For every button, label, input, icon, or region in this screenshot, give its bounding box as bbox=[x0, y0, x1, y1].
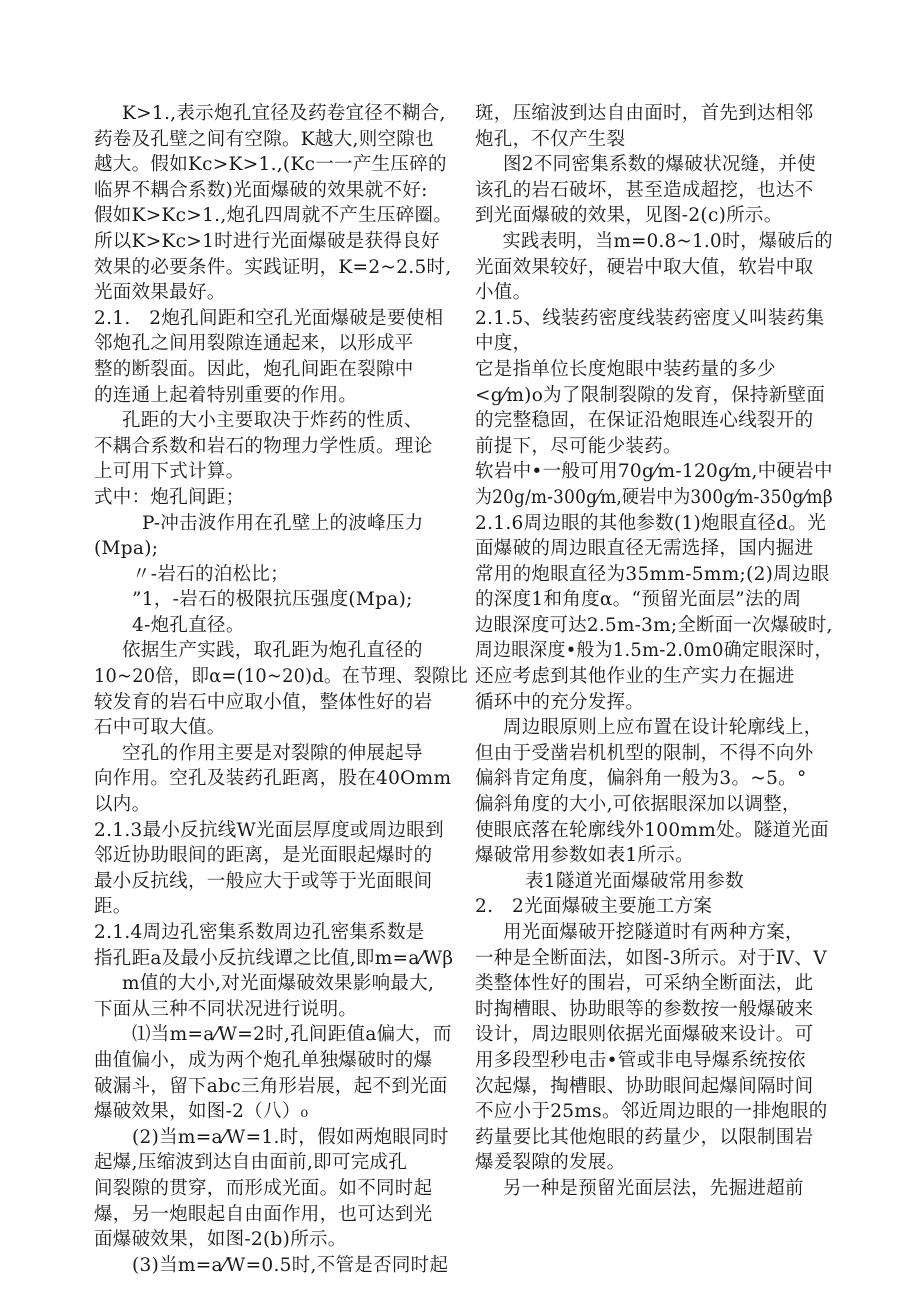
text-line: 周边眼深度•般为1.5m-2.0m0确定眼深时， bbox=[475, 640, 833, 662]
text-line: 距。 bbox=[94, 896, 132, 918]
text-line: 还应考虑到其他作业的生产实力在掘进 bbox=[475, 666, 795, 688]
text-line: 所以K>Kc>1时进行光面爆破是获得良好 bbox=[94, 230, 440, 252]
text-line: 的连通上起着特别重要的作用。 bbox=[94, 384, 358, 406]
text-line: 它是指单位长度炮眼中装药量的多少 bbox=[475, 358, 776, 380]
text-line: (3)当m=a⁄W=0.5时,不管是否同时起 bbox=[132, 1254, 449, 1276]
text-line: 爆，另一炮眼起自由面作用，也可达到光 bbox=[94, 1203, 433, 1225]
text-line: 类整体性好的围岩，可采纳全断面法，此 bbox=[475, 973, 814, 995]
text-line: 次起爆，掏槽眼、协助眼间起爆间隔时间 bbox=[475, 1075, 814, 1097]
text-line: 式中：炮孔间距； bbox=[94, 486, 245, 508]
text-line: 药卷及孔壁之间有空隙。K越大,则空隙也 bbox=[94, 128, 434, 150]
text-line: 曲值偏小，成为两个炮孔单独爆破时的爆 bbox=[94, 1049, 433, 1071]
text-line: 越大。假如Kc>K>1.,(Kc一一产生压碎的 bbox=[94, 154, 447, 176]
text-line: 不耦合系数和岩石的物理力学性质。理论 bbox=[94, 435, 433, 457]
left-text-column bbox=[94, 101, 468, 1278]
text-line: (2)当m=a⁄W=1.时，假如两炮眼同时 bbox=[132, 1126, 449, 1148]
text-line: 小值。 bbox=[475, 282, 532, 304]
text-line: 到光面爆破的效果，见图-2(c)所示。 bbox=[475, 205, 783, 227]
text-line: 光面效果最好。 bbox=[94, 282, 226, 304]
text-line: 实践表明，当m=0.8~1.0时，爆破后的 bbox=[502, 230, 833, 252]
text-line: 为20g/m-300g⁄m,硬岩中为300g⁄m-350g⁄mβ bbox=[475, 486, 833, 508]
text-line: 的深度1和角度α。“预留光面层”法的周 bbox=[475, 589, 802, 611]
text-line: m值的大小,对光面爆破效果影响最大, bbox=[122, 973, 435, 995]
text-line: 该孔的岩石破坏，甚至造成超挖，也达不 bbox=[475, 179, 814, 201]
text-line: 石中可取大值。 bbox=[94, 717, 226, 739]
text-line: 间裂隙的贯穿，而形成光面。如不同时起 bbox=[94, 1177, 433, 1199]
text-line: 图2不同密集系数的爆破状况缝，并使 bbox=[503, 154, 816, 176]
text-line: 2. 2光面爆破主要施工方案 bbox=[475, 896, 713, 918]
text-line: ⑴当m=a⁄W=2时,孔间距值a偏大，而 bbox=[132, 1024, 452, 1046]
text-line: 光面效果较好，硬岩中取大值，软岩中取 bbox=[475, 256, 814, 278]
text-line: 常用的炮眼直径为35mm-5mm;(2)周边眼 bbox=[475, 563, 830, 585]
text-line: 最小反抗线，一般应大于或等于光面眼间 bbox=[94, 870, 433, 892]
text-line: 药量要比其他炮眼的药量少，以限制围岩 bbox=[475, 1126, 814, 1148]
text-line: 表1隧道光面爆破常用参数 bbox=[525, 870, 744, 892]
text-line: 但由于受凿岩机机型的限制，不得不向外 bbox=[475, 742, 814, 764]
text-line: <g⁄m)o为了限制裂隙的发育，保持新壁面 bbox=[475, 384, 826, 406]
text-line: 炮孔，不仅产生裂 bbox=[475, 128, 626, 150]
text-line: 不应小于25ms。邻近周边眼的一排炮眼的 bbox=[475, 1101, 828, 1123]
text-line: K>1.,表示炮孔宜径及药卷宜径不糊合, bbox=[122, 103, 446, 124]
text-line: 的完整稳固，在保证沿炮眼连心线裂开的 bbox=[475, 410, 814, 432]
text-line: 效果的必要条件。实践证明，K=2~2.5时, bbox=[94, 256, 452, 278]
text-line: ”1，-岩石的极限抗压强度(Mpa); bbox=[132, 589, 413, 611]
text-line: 偏斜角度的大小,可依据眼深加以调整， bbox=[475, 794, 801, 816]
text-line: (Mpa); bbox=[94, 538, 159, 560]
text-line: 〃-岩石的泊松比； bbox=[132, 563, 289, 585]
text-line: 较发育的岩石中应取小值，整体性好的岩 bbox=[94, 691, 433, 713]
text-line: 临界不耦合系数)光面爆破的效果就不好: bbox=[94, 179, 428, 201]
text-line: 另一种是预留光面层法，先掘进超前 bbox=[503, 1177, 804, 1199]
text-line: 使眼底落在轮廓线外100mm处。隧道光面 bbox=[475, 819, 829, 841]
text-line: 10~20倍，即α=(10~20)d。在节理、裂隙比 bbox=[94, 666, 468, 688]
text-line: 以内。 bbox=[94, 794, 151, 816]
text-line: 下面从三种不同状况进行说明。 bbox=[94, 998, 358, 1020]
text-line: 爆破效果，如图-2（八）₀ bbox=[94, 1101, 309, 1123]
text-line: 偏斜肯定角度，偏斜角一般为3。~5。° bbox=[475, 768, 807, 790]
text-line: 前提下，尽可能少装药。 bbox=[475, 435, 682, 457]
text-line: 邻炮孔之间用裂隙连通起来，以形成平 bbox=[94, 333, 414, 355]
text-line: P-冲击波作用在孔壁上的波峰压力 bbox=[142, 512, 424, 534]
text-line: 用多段型秒电击•管或非电导爆系统按依 bbox=[475, 1049, 806, 1071]
text-line: 爆破常用参数如表1所示。 bbox=[475, 845, 694, 867]
text-line: 整的断裂面。因此，炮孔间距在裂隙中 bbox=[94, 358, 414, 380]
text-line: 2.1.4周边孔密集系数周边孔密集系数是 bbox=[94, 922, 425, 943]
text-line: 2.1.3最小反抗线W光面层厚度或周边眼到 bbox=[94, 819, 444, 841]
text-line: 斑，压缩波到达自由面时，首先到达相邻 bbox=[475, 103, 814, 124]
right-text-column bbox=[475, 101, 833, 1202]
text-line: 4-炮孔直径。 bbox=[132, 614, 245, 636]
text-line: 孔距的大小主要取决于炸药的性质、 bbox=[122, 410, 423, 432]
text-line: 爆爰裂隙的发展。 bbox=[475, 1152, 626, 1174]
text-line: 一种是全断面法，如图-3所示。对于Ⅳ、V bbox=[475, 947, 827, 969]
text-line: 周边眼原则上应布置在设计轮廓线上， bbox=[503, 717, 823, 739]
text-line: 破漏斗，留下abc三角形岩展，起不到光面 bbox=[94, 1075, 448, 1097]
text-line: 中度， bbox=[475, 333, 532, 355]
text-line: 上可用下式计算。 bbox=[94, 461, 245, 483]
text-line: 依据生产实践，取孔距为炮孔直径的 bbox=[122, 640, 423, 662]
text-line: 循环中的充分发挥。 bbox=[475, 691, 645, 713]
text-line: 空孔的作用主要是对裂隙的伸展起导 bbox=[122, 742, 423, 764]
text-line: 面爆破效果，如图-2(b)所示。 bbox=[94, 1229, 347, 1251]
text-line: 软岩中•一般可用70g⁄m-120g⁄m,中硬岩中 bbox=[475, 461, 833, 483]
text-line: 指孔距a及最小反抗线谭之比值,即m=a⁄Wβ bbox=[94, 947, 454, 969]
text-line: 边眼深度可达2.5m-3m;全断面一次爆破时, bbox=[475, 614, 833, 636]
text-line: 2.1. 2炮孔间距和空孔光面爆破是要使相 bbox=[94, 307, 444, 329]
text-line: 面爆破的周边眼直径无需选择，国内掘进 bbox=[475, 538, 814, 560]
text-line: 2.1.5、线装药密度线装药密度乂叫装药集 bbox=[475, 307, 825, 329]
text-line: 向作用。空孔及装药孔距离，股在40Omm bbox=[94, 768, 452, 790]
text-line: 邻近协助眼间的距离，是光面眼起爆时的 bbox=[94, 845, 433, 867]
text-line: 假如K>Kc>1.,炮孔四周就不产生压碎圈。 bbox=[94, 205, 453, 227]
text-line: 时掏槽眼、协助眼等的参数按一般爆破来 bbox=[475, 998, 814, 1020]
text-line: 用光面爆破开挖隧道时有两种方案， bbox=[503, 922, 804, 943]
text-line: 设计，周边眼则依据光面爆破来设计。可 bbox=[475, 1024, 814, 1046]
text-line: 2.1.6周边眼的其他参数(1)炮眼直径d。光 bbox=[475, 512, 827, 534]
text-line: 起爆,压缩波到达自由面前,即可完成孔 bbox=[94, 1152, 408, 1174]
